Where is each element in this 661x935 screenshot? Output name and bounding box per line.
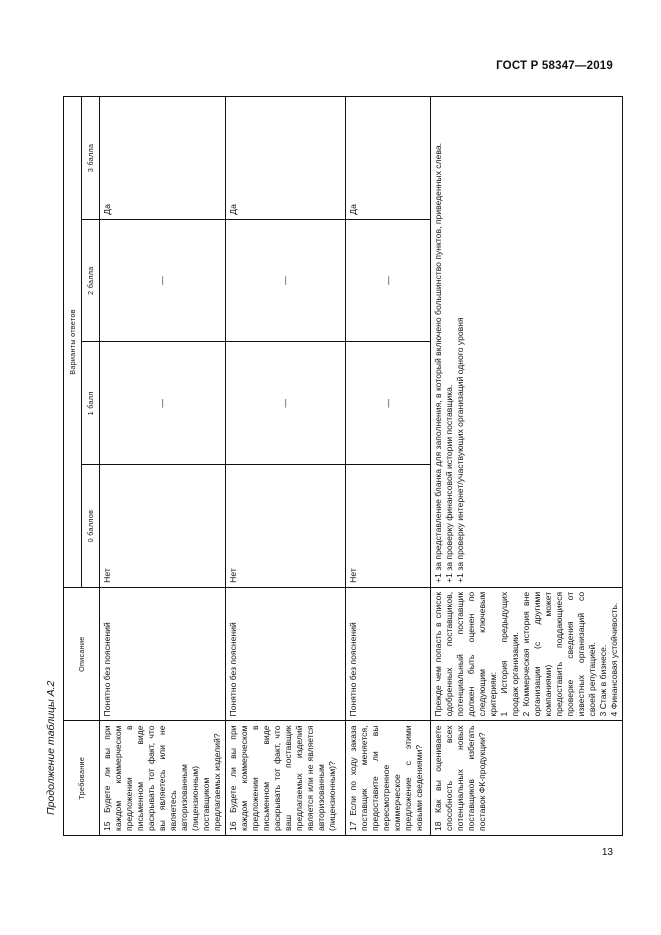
description-line: Прежде чем попасть в список одобренных поставщиков, потенциальный поставщик должен быть оценен по следующим ключевым критериям: (433, 591, 498, 717)
description-cell: Понятно без пояснений (100, 587, 226, 721)
header-description: Описание (64, 587, 100, 721)
requirement-cell: 17 Если по ходу заказа поставщик меняется, предоставите ли вы пересмотренное коммерческое предложение с этими новыми сведениями? (346, 721, 431, 836)
description-cell: Понятно без пояснений (346, 587, 431, 721)
description-line: 4 Финансовая устойчивость. (609, 602, 619, 717)
option-3-cell: Да (346, 97, 431, 220)
option-3-cell: Да (100, 97, 226, 220)
table-row (431, 97, 623, 836)
table-caption: Продолжение таблицы А.2 (45, 680, 57, 815)
options-merged-cell (431, 97, 623, 588)
header-row (64, 97, 82, 836)
requirement-cell: 16 Будете ли вы при каждом коммерческом предложении в письменном виде раскрывать тот факт, что ваш поставщик предлагаемых изделий является или не является авторизованным (лицензионным)? (226, 721, 346, 836)
header-requirement: Требование (64, 721, 100, 836)
header-option-1: 1 балл (82, 342, 100, 465)
description-line: 3 Стаж в бизнесе. (598, 644, 608, 717)
option-0-cell: Нет (226, 465, 346, 588)
option-2-cell: — (346, 219, 431, 342)
option-0-cell: Нет (346, 465, 431, 588)
header-option-3: 3 балла (82, 97, 100, 220)
description-line: 1 История предыдущих продаж организации. (499, 591, 520, 717)
header-option-2: 2 балла (82, 219, 100, 342)
option-3-cell: Да (226, 97, 346, 220)
page-number: 13 (601, 847, 613, 858)
table-row (100, 97, 226, 836)
header-option-0: 0 баллов (82, 465, 100, 588)
requirements-table (63, 96, 623, 836)
description-cell: Понятно без пояснений (226, 587, 346, 721)
header-options-group: Варианты ответов (64, 97, 82, 588)
option-1-cell: — (100, 342, 226, 465)
standard-designation: ГОСТ Р 58347—2019 (496, 60, 613, 72)
description-cell (431, 587, 623, 721)
requirement-cell: 15 Будете ли вы при каждом коммерческом предложении в письменном виде раскрывать тот факт, что вы являетесь или не являетесь авторизованным (лицензионным) поставщиком предлагаемых изделий? (100, 721, 226, 836)
table-row (346, 97, 431, 836)
option-1-cell: — (226, 342, 346, 465)
option-2-cell: — (100, 219, 226, 342)
table-row (226, 97, 346, 836)
rotated-table-container (63, 96, 619, 836)
option-1-cell: — (346, 342, 431, 465)
description-line: 2 Коммерческая история вне организации (с другими компаниями) может предоставить поддающиеся проверке сведения от известных организаций со своей репутацией. (521, 591, 597, 717)
option-line: +1 за представление бланка для заполнения, в который включено большинство пунктов, приведенных слева. (433, 142, 443, 583)
requirement-cell: 18 Как вы оцениваете способность всех потенциальных новых поставщиков избегать поставок ФК-продукции? (431, 721, 623, 836)
option-0-cell: Нет (100, 465, 226, 588)
option-line: +1 за проверку интернет/участвующих организаций одного уровня (455, 317, 465, 583)
option-line: +1 за проверку финансовой истории поставщика. (444, 384, 454, 583)
option-2-cell: — (226, 219, 346, 342)
